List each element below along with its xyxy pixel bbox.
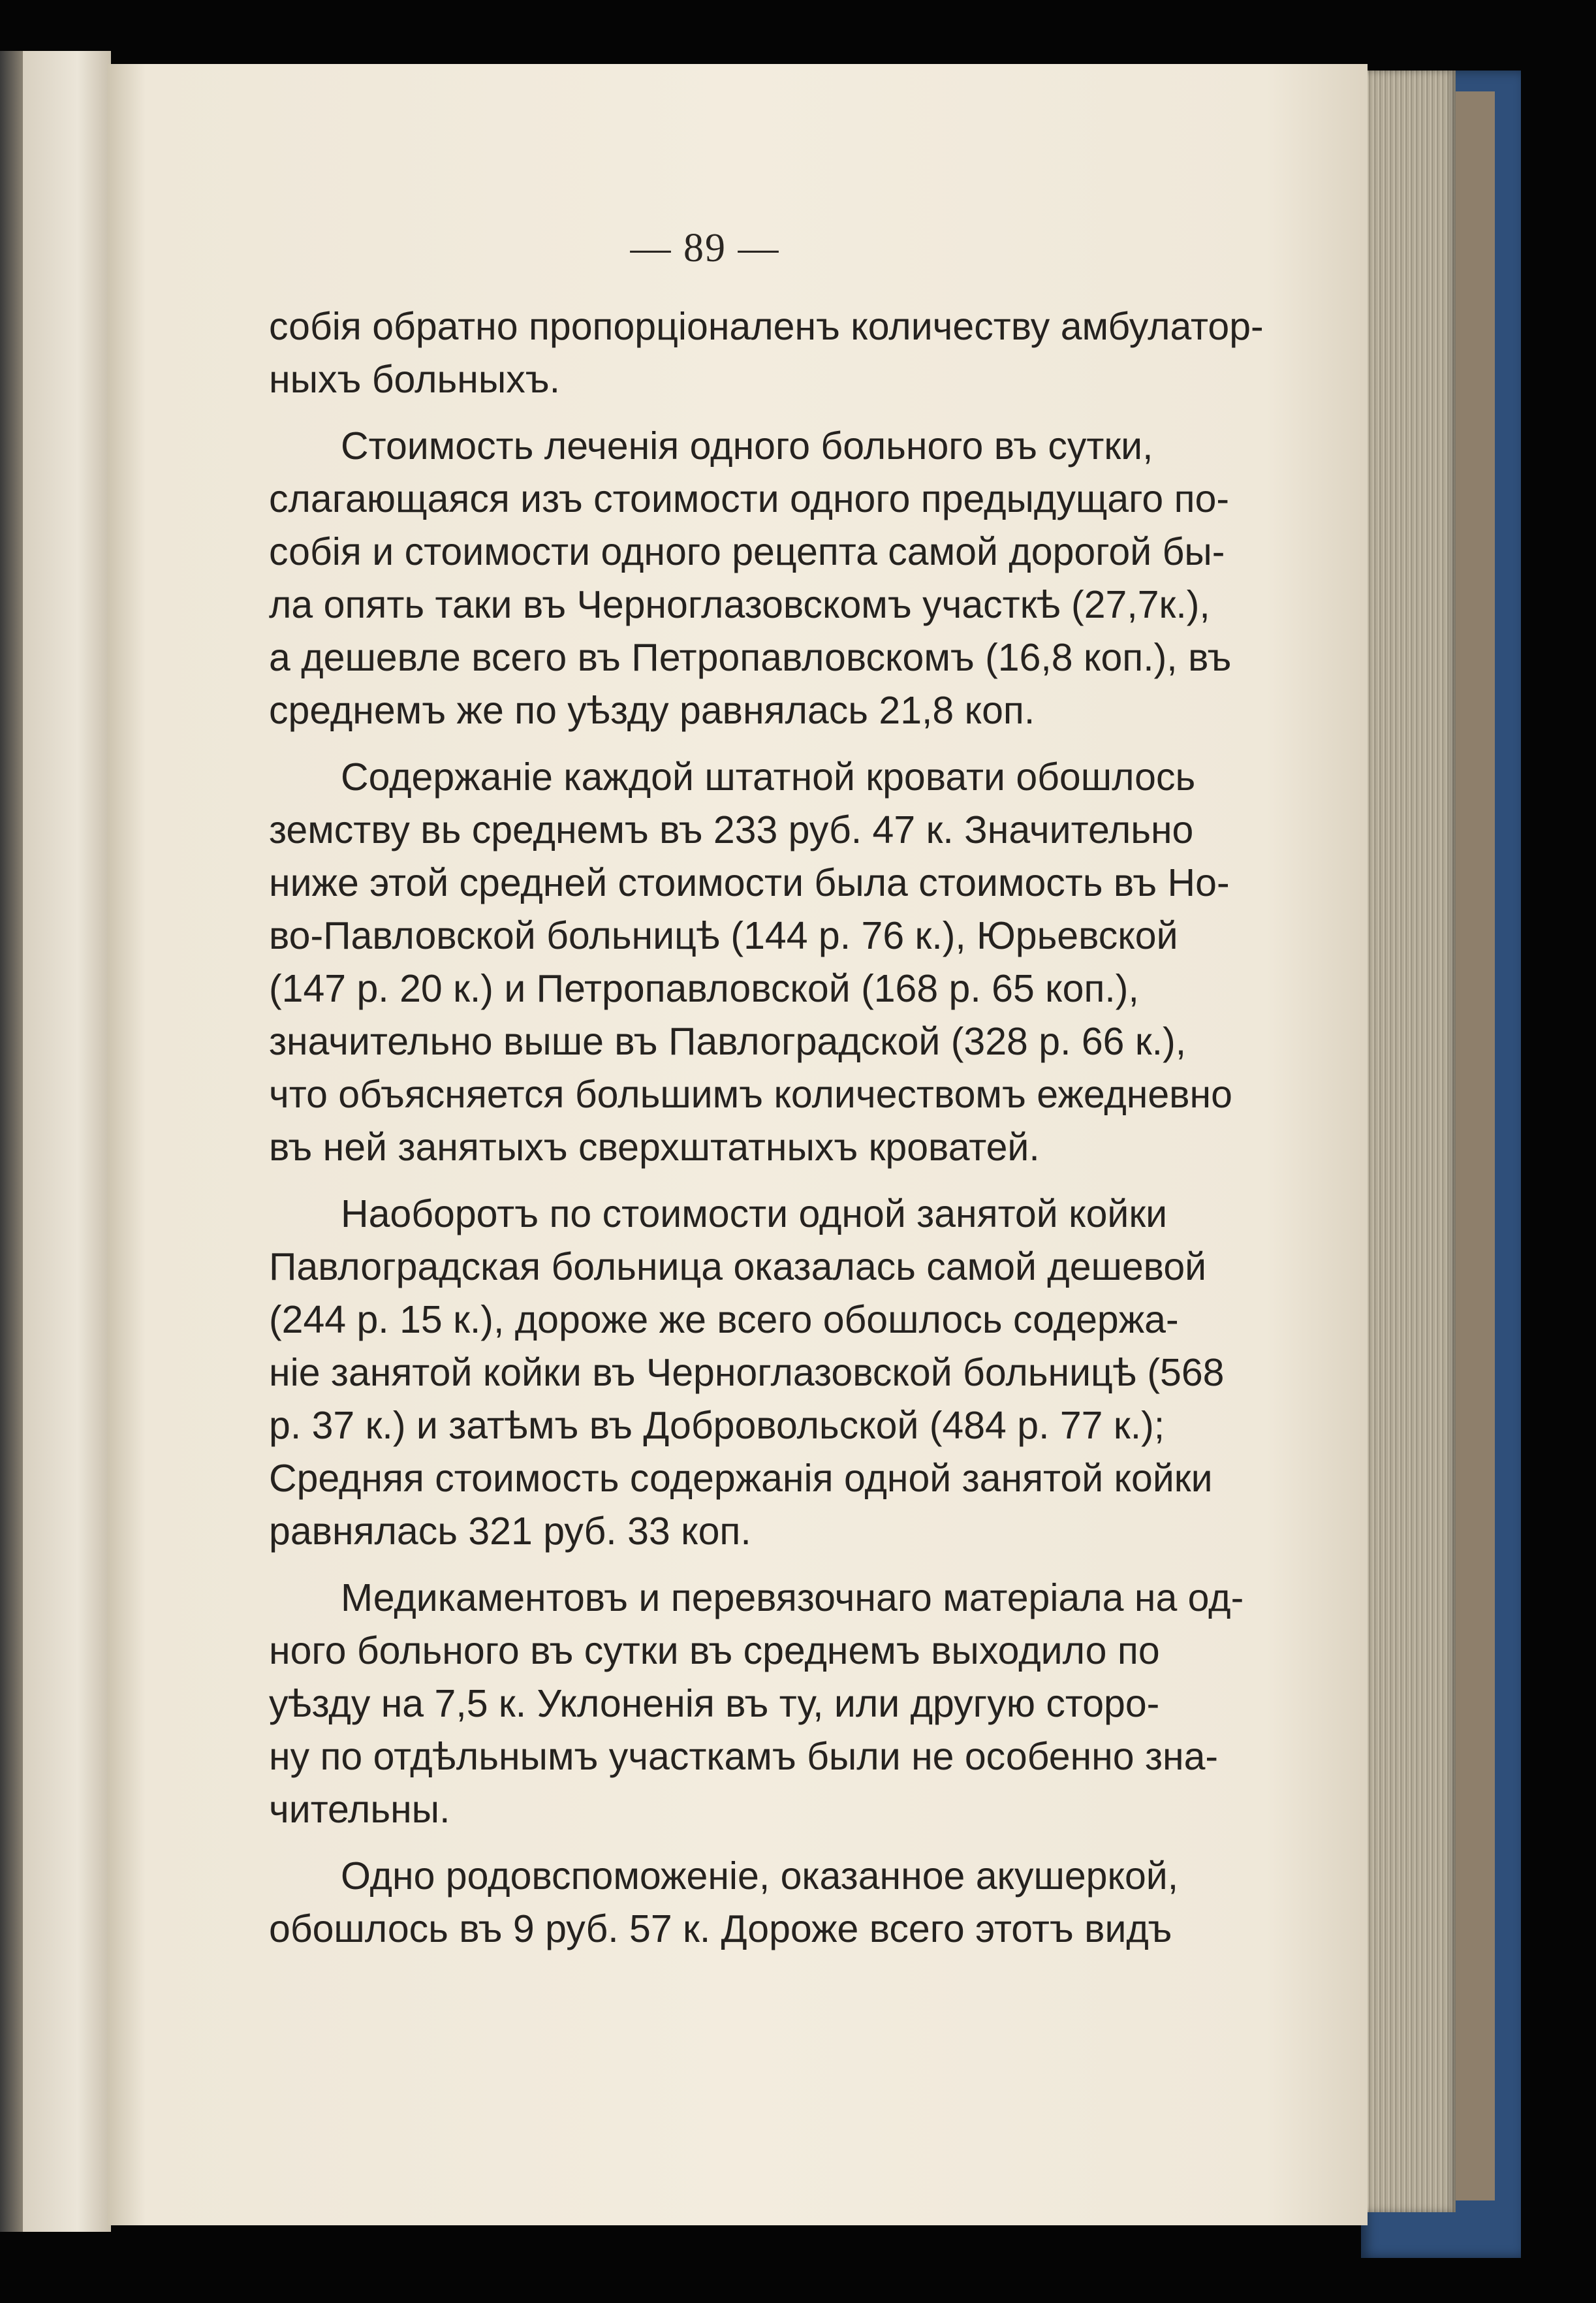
text-line: собія обратно пропорціоналенъ количеству амбулатор- [269,305,1264,348]
text-line: ного больного въ сутки въ среднемъ выходило по [269,1629,1160,1672]
text-line: въ ней занятыхъ сверхштатныхъ кроватей. [269,1126,1040,1169]
paragraph [269,751,1232,1174]
text-line: (147 р. 20 к.) и Петропавловской (168 р. 65 коп.), [269,967,1139,1010]
text-line: Средняя стоимость содержанія одной занятой койки [269,1457,1213,1500]
text-line: р. 37 к.) и затѣмъ въ Добровольской (484 р. 77 к.); [269,1404,1165,1447]
text-line: Павлоградская больница оказалась самой дешевой [269,1245,1207,1288]
paragraph [269,1188,1225,1558]
text-line: а дешевле всего въ Петропавловскомъ (16,8 коп.), въ [269,636,1232,679]
text-line: среднемъ же по уѣзду равнялась 21,8 коп. [269,689,1035,732]
text-line: Стоимость леченія одного больного въ сутки, [341,424,1153,468]
text-line: ниже этой средней стоимости была стоимость въ Но- [269,861,1230,904]
text-line: ла опять таки въ Черноглазовскомъ участкѣ (27,7к.), [269,583,1210,626]
paragraph [269,1572,1244,1836]
text-line: обошлось въ 9 руб. 57 к. Дороже всего этотъ видъ [269,1907,1172,1950]
text-line: что объясняется большимъ количествомъ ежедневно [269,1073,1232,1116]
text-line: (244 р. 15 к.), дороже же всего обошлось содержа- [269,1298,1179,1341]
left-page-edge [0,51,23,2232]
page-number: — 89 — [630,226,780,270]
paragraph [269,300,1264,406]
paragraph [269,1850,1179,1956]
text-line: земству вь среднемъ въ 233 руб. 47 к. Значительно [269,808,1194,851]
text-line: Содержаніе каждой штатной кровати обошлось [341,755,1196,799]
text-line: равнялась 321 руб. 33 коп. [269,1510,751,1553]
text-line: Медикаментовъ и перевязочнаго матеріала на од- [341,1576,1244,1619]
text-line: Наоборотъ по стоимости одной занятой койки [341,1192,1168,1235]
text-line: слагающаяся изъ стоимости одного предыдущаго по- [269,477,1230,520]
paragraph [269,420,1232,737]
text-line: во-Павловской больницѣ (144 р. 76 к.), Юрьевской [269,914,1178,957]
text-line: значительно выше въ Павлоградской (328 р. 66 к.), [269,1020,1187,1063]
page-edges [1361,71,1456,2212]
page-text [269,300,1264,1969]
text-line: ну по отдѣльнымъ участкамъ были не особенно зна- [269,1735,1219,1778]
text-line: уѣзду на 7,5 к. Уклоненія въ ту, или другую сторо- [269,1682,1160,1725]
text-line: чительны. [269,1788,450,1831]
text-line: собія и стоимости одного рецепта самой дорогой бы- [269,530,1225,573]
text-line: Одно родовспоможеніе, оказанное акушеркой, [341,1854,1179,1898]
text-line: ніе занятой койки въ Черноглазовской больницѣ (568 [269,1351,1225,1394]
text-line: ныхъ больныхъ. [269,358,560,401]
